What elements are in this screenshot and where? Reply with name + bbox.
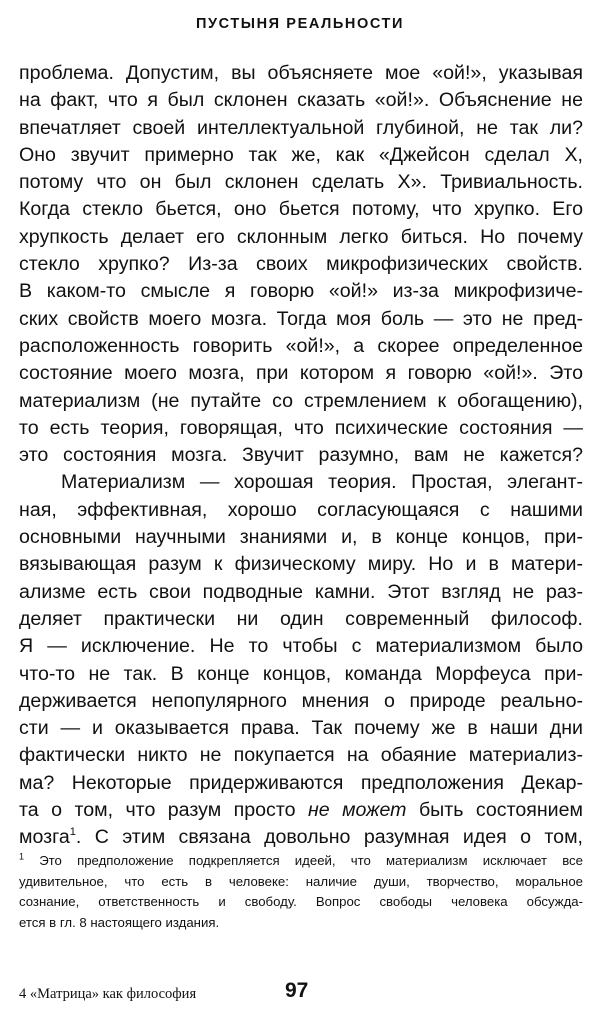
text-line: вязывающая разум к физическому миру. Но и в матери- xyxy=(19,553,583,576)
text-line xyxy=(19,797,583,824)
running-header: ПУСТЫНЯ РЕАЛЬНОСТИ xyxy=(195,16,405,32)
paragraph-2 xyxy=(19,469,583,851)
text-line: состояние моего мозга, при котором я говорю «ой!». Это xyxy=(19,362,583,385)
footnote-line: удивительное, что есть в человеке: наличие души, творчество, моральное xyxy=(19,873,583,889)
text-line: фактически никто не покупается на обаяние материализ- xyxy=(19,744,583,767)
text-line: В каком-то смысле я говорю «ой!» из-за микрофизиче- xyxy=(19,280,583,303)
text-segment: . С этим связана довольно разумная идея о том, xyxy=(75,826,583,849)
text-line: ализме есть свои подводные камни. Этот взгляд не раз- xyxy=(19,580,583,603)
text-line: потому что он был склонен сделать X». Тривиальность. xyxy=(19,171,583,194)
text-line: на факт, что я был склонен сказать «ой!». Объяснение не xyxy=(19,89,583,112)
text-line xyxy=(19,824,583,851)
text-line: материализм (не путайте со стремлением к обогащению), xyxy=(19,389,583,412)
footnote-marker: 1 xyxy=(19,851,25,862)
text-line: держивается непопулярного мнения о природе реально- xyxy=(19,689,583,712)
text-line: основными научными знаниями и, в конце концов, при- xyxy=(19,526,583,549)
footnote-line: сознание, ответственность и свободу. Вопрос свободы человека обсужда- xyxy=(19,894,583,909)
footnote-line: ется в гл. 8 настоящего издания. xyxy=(19,914,220,930)
text-line: Оно звучит примерно так же, как «Джейсон сделал X, xyxy=(19,143,583,166)
text-segment: быть состоянием xyxy=(418,799,583,822)
footnote-text: Это предположение подкрепляется идеей, что материализм исключает все xyxy=(39,853,583,868)
text-line: Материализм — хорошая теория. Простая, элегант- xyxy=(61,471,583,494)
text-line: впечатляет своей интеллектуальной глубиной, не так ли? xyxy=(19,116,583,139)
footnote-line xyxy=(19,851,583,872)
text-line: хрупкость делает его склонным легко биться. Но почему xyxy=(19,225,583,248)
text-line: проблема. Допустим, вы объясняете мое «ой!», указывая xyxy=(19,62,583,84)
text-line: ма? Некоторые придерживаются предположения Декар- xyxy=(19,771,583,794)
footnote-reference[interactable]: 1 xyxy=(69,825,76,838)
text-line: это состояния мозга. Звучит разумно, вам не кажется? xyxy=(19,444,583,467)
text-line: расположенность говорить «ой!», а скорее определенное xyxy=(19,334,583,357)
text-line: стекло хрупко? Из-за своих микрофизических свойств. xyxy=(19,253,583,276)
footnote xyxy=(19,851,583,933)
text-line: ских свойств моего мозга. Тогда моя боль — это не пред- xyxy=(19,307,583,330)
series-title: 4 «Матрица» как философия xyxy=(19,986,197,1002)
text-line: Когда стекло бьется, оно бьется потому, что хрупко. Его xyxy=(19,198,583,221)
text-line: Я — исключение. Не то чтобы с материализмом было xyxy=(19,635,583,658)
text-line: ная, эффективная, хорошо согласующаяся с нашими xyxy=(19,498,583,521)
text-line: что-то не так. В конце концов, команда Морфеуса при- xyxy=(19,662,583,685)
text-line: деляет практически ни один современный философ. xyxy=(19,607,583,630)
page-number: 97 xyxy=(285,979,309,1002)
text-line: то есть теория, говорящая, что психические состояния — xyxy=(19,416,583,439)
paragraph-1 xyxy=(19,60,583,469)
text-segment: та о том, что разум просто xyxy=(19,799,296,822)
body-text xyxy=(19,60,583,852)
emphasis-text: не может xyxy=(307,799,407,822)
text-segment: мозга xyxy=(19,826,70,849)
text-line: сти — и оказывается права. Так почему же в наши дни xyxy=(19,717,583,740)
